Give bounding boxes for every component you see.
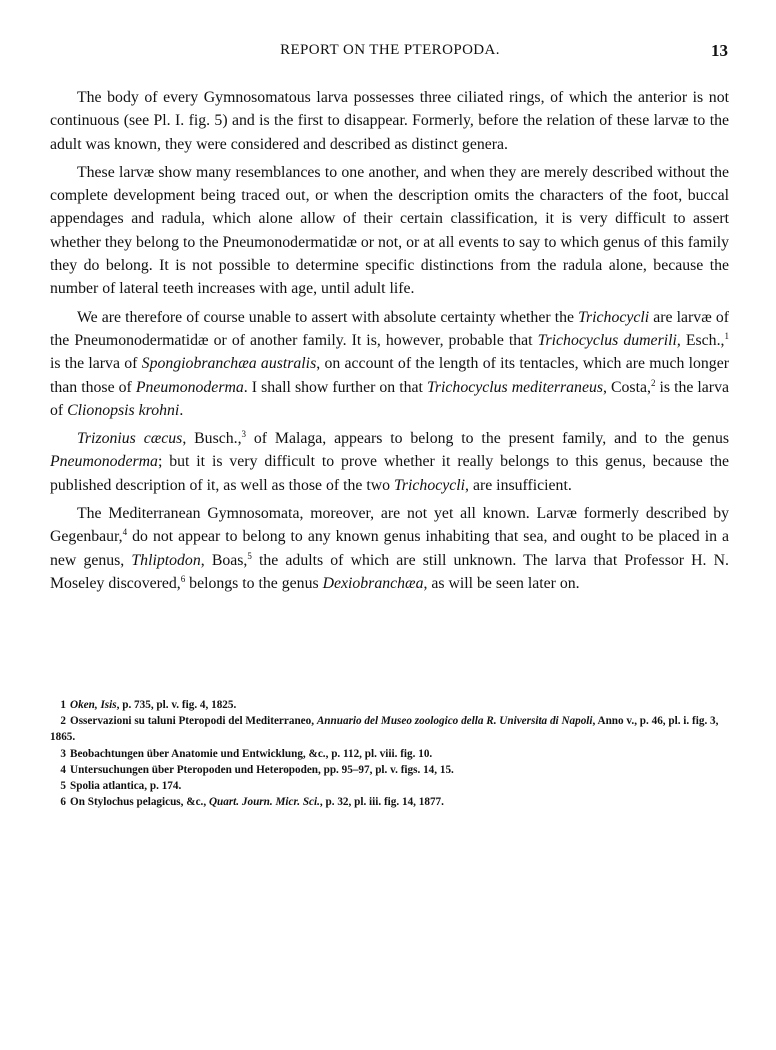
paragraph — [50, 502, 729, 595]
footnotes — [50, 697, 730, 810]
footnote — [50, 794, 730, 810]
text-run: , as will be seen later on. — [423, 574, 580, 592]
italic-text: Clionopsis krohni — [67, 401, 180, 419]
italic-text: Trizonius cæcus — [77, 430, 183, 448]
text-run: . — [179, 401, 184, 419]
italic-text: Trichocycli — [393, 476, 466, 494]
footnote — [50, 713, 730, 745]
text-run: . I shall show further on that — [243, 378, 427, 396]
text-run: , p. 735, pl. v. fig. 4, 1825. — [116, 699, 237, 711]
text-run: , Boas, — [200, 551, 248, 569]
footnote-number: 2 — [60, 715, 66, 728]
text-run: do not appear to belong to any known genus inhabiting that sea, and ought to be placed in a new genus, — [50, 528, 729, 569]
text-run: Spolia atlantica, p. 174. — [70, 780, 182, 793]
footnote-number: 6 — [60, 796, 66, 809]
italic-text: Trichocyclus mediterraneus — [426, 378, 603, 396]
text-run: The body of every Gymnosomatous larva possesses three ciliated rings, of which the anterior is not continuous (see Pl. I. fig. 5) and is the first to disappear. Formerly, before the relation of these larvæ to the adult was known, they were considered and described as distinct genera. — [50, 89, 729, 153]
footnote-number: 4 — [60, 763, 66, 776]
running-title: REPORT ON THE PTEROPODA. — [280, 42, 500, 58]
text-run: Osservazioni su taluni Pteropodi del Mediterraneo, — [70, 715, 317, 728]
footnote — [50, 778, 730, 794]
text-run: The Mediterranean Gymnosomata, moreover, are not yet all known. Larvæ formerly described by Gegenbaur, — [50, 505, 729, 546]
italic-text: Pneumonoderma — [135, 378, 244, 396]
footnote-ref: 2 — [650, 377, 656, 388]
text-run: , on account of the length of its tentacles, which are much longer than those of — [50, 355, 729, 396]
text-run: , p. 32, pl. iii. fig. 14, 1877. — [319, 796, 444, 809]
text-run: ; but it is very difficult to prove whether it really belongs to this genus, because the published description of it, as well as those of the two — [50, 453, 729, 494]
footnote-ref: 3 — [241, 429, 247, 440]
paragraph — [50, 427, 729, 497]
paragraph — [50, 86, 729, 156]
text-run: These larvæ show many resemblances to one another, and when they are merely described without the complete development being traced out, or when the description omits the characters of the foot, buccal appendages and radula, which alone allow of their certain classification, it is very difficult to assert whether they belong to the Pneumonodermatidæ or not, or at all events to say to which genus of this family they do belong. It is not possible to determine specific distinctions from the radula alone, because the number of lateral teeth increases with age, until adult life. — [50, 163, 729, 298]
paragraph — [50, 306, 729, 422]
text-run: On Stylochus pelagicus, &c., — [70, 796, 209, 809]
footnote-number: 5 — [60, 780, 66, 793]
text-run: of Malaga, appears to belong to the present family, and to the genus — [246, 430, 729, 448]
italic-text: Pneumonoderma — [50, 453, 158, 471]
footnote — [50, 762, 730, 778]
italic-text: Thliptodon — [131, 551, 201, 569]
text-run: Untersuchungen über Pteropoden und Heteropoden, pp. 95–97, pl. v. figs. 14, 15. — [70, 763, 454, 776]
footnote-ref: 5 — [247, 550, 252, 561]
text-run: , Costa, — [603, 378, 651, 396]
text-run: , Esch., — [676, 331, 725, 349]
italic-text: Quart. Journ. Micr. Sci. — [208, 796, 320, 809]
page-number: 13 — [711, 41, 728, 60]
italic-text: Oken, Isis — [70, 699, 117, 711]
footnote-ref: 1 — [724, 330, 729, 341]
text-run: are larvæ of the Pneumonodermatidæ or of another family. It is, however, probable that — [50, 308, 729, 349]
italic-text: Annuario del Museo zoologico della R. Universita di Napoli — [316, 715, 593, 728]
footnote-number: 1 — [60, 699, 66, 711]
footnote-ref: 4 — [122, 527, 128, 538]
text-run: , Anno v., p. 46, pl. i. fig. 3, 1865. — [50, 715, 719, 744]
text-run: is the larva of — [50, 378, 729, 419]
text-run: Beobachtungen über Anatomie und Entwicklung, &c., p. 112, pl. viii. fig. 10. — [70, 747, 433, 760]
italic-text: Trichocycli — [578, 308, 650, 326]
text-run: the adults of which are still unknown. The larva that Professor H. N. Moseley discovered, — [50, 551, 729, 592]
italic-text: Spongiobranchæa australis — [141, 355, 317, 373]
footnote-ref: 6 — [180, 573, 186, 584]
text-run: is the larva of — [50, 355, 142, 373]
italic-text: Trichocyclus dumerili — [537, 331, 677, 349]
italic-text: Dexiobranchæa — [322, 574, 424, 592]
footnote — [50, 697, 730, 713]
body-text — [50, 86, 729, 600]
text-run: belongs to the genus — [185, 574, 323, 592]
paragraph — [50, 161, 729, 301]
page-header — [50, 42, 730, 64]
text-run: , are insufficient. — [465, 476, 572, 494]
text-run: , Busch., — [182, 430, 242, 448]
footnote — [50, 746, 730, 762]
text-run: We are therefore of course unable to assert with absolute certainty whether the — [77, 308, 579, 326]
footnote-number: 3 — [60, 747, 66, 760]
